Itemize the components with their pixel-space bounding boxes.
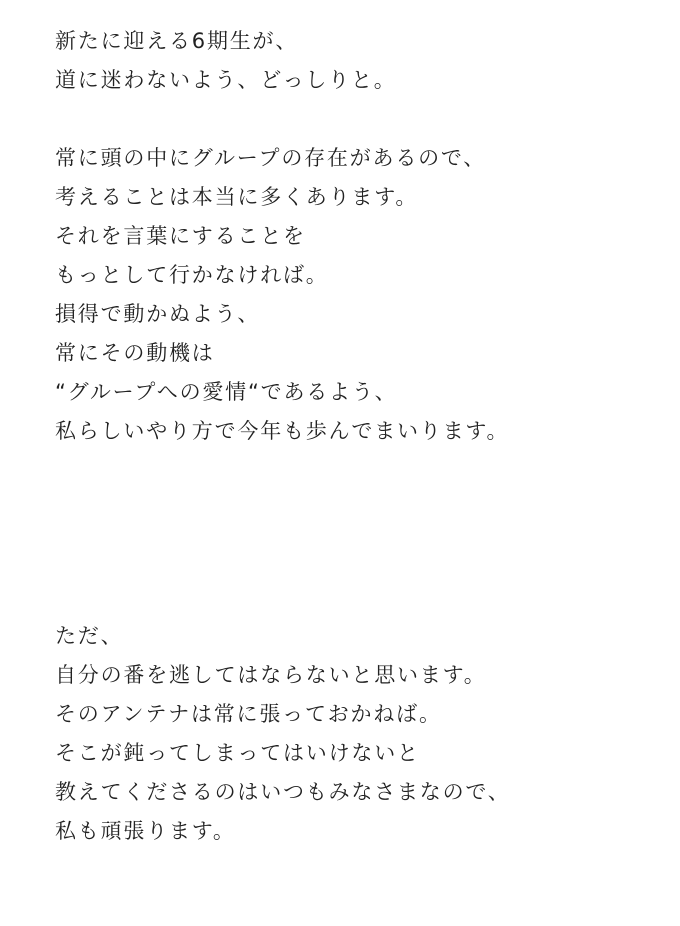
paragraph-group-thoughts <box>55 139 509 451</box>
text-line: 損得で動かぬよう、 <box>55 302 261 326</box>
paragraph-closing <box>55 617 511 851</box>
text-line: そのアンテナは常に張っておかねば。 <box>55 702 442 726</box>
text-line: 私も頑張ります。 <box>55 819 236 843</box>
text-line: 新たに迎える6期生が、 <box>55 29 299 53</box>
text-line: 自分の番を逃してはならないと思います。 <box>55 663 487 687</box>
text-line: 常に頭の中にグループの存在があるので、 <box>55 146 487 170</box>
text-line: 私らしいやり方で今年も歩んでまいります。 <box>55 419 510 443</box>
text-line: それを言葉にすることを <box>55 224 306 248</box>
text-line: 道に迷わないよう、どっしりと。 <box>55 68 397 92</box>
text-line: もっとして行かなければ。 <box>55 263 329 287</box>
paragraph-intro <box>55 22 397 100</box>
text-line: 考えることは本当に多くあります。 <box>55 185 419 209</box>
text-line: そこが鈍ってしまってはいけないと <box>55 741 420 765</box>
text-line: “グループへの愛情“であるよう、 <box>55 380 398 404</box>
text-line: ただ、 <box>55 624 124 648</box>
text-line: 常にその動機は <box>55 341 215 365</box>
text-line: 教えてくださるのはいつもみなさまなので、 <box>55 780 511 804</box>
